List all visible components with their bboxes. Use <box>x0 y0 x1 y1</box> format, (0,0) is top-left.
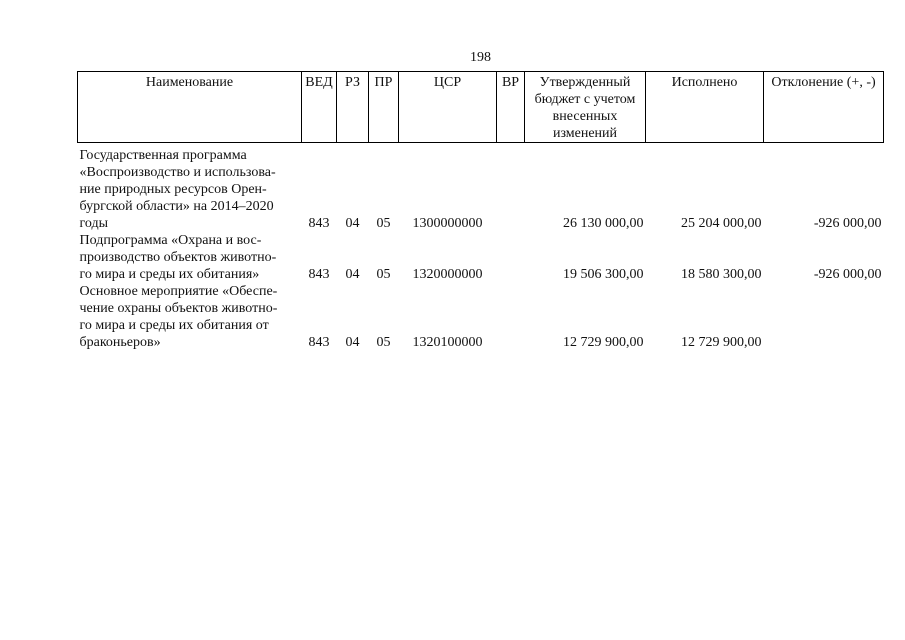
table-row <box>78 283 884 351</box>
row-name-line: Государственная программа <box>79 148 247 163</box>
header-pr: ПР <box>369 72 399 143</box>
header-vr: ВР <box>497 72 525 143</box>
row-approved-budget: 26 130 000,00 <box>563 216 644 231</box>
row-deviation: -926 000,00 <box>813 216 882 231</box>
budget-table <box>77 71 884 351</box>
row-pr: 05 <box>376 216 391 231</box>
row-ved: 843 <box>308 267 330 282</box>
header-deviation: Отклонение (+, -) <box>764 72 884 143</box>
row-name-line: Основное мероприятие «Обеспе- <box>79 284 278 299</box>
header-executed: Исполнено <box>646 72 764 143</box>
row-executed: 25 204 000,00 <box>681 216 762 231</box>
page-number: 198 <box>470 50 491 65</box>
row-name <box>78 232 302 283</box>
header-approved-budget: Утвержденный бюджет с учетом внесенных изменений <box>525 72 646 143</box>
row-rz: 04 <box>345 335 360 350</box>
row-ved: 843 <box>308 216 330 231</box>
row-vr <box>497 283 525 351</box>
row-vr <box>497 232 525 283</box>
row-pr: 05 <box>376 335 391 350</box>
row-name-line: годы <box>79 216 109 231</box>
row-name-line: го мира и среды их обитания от <box>79 318 269 333</box>
header-csr: ЦСР <box>399 72 497 143</box>
row-approved-budget: 12 729 900,00 <box>563 335 644 350</box>
row-name-line: бургской области» на 2014–2020 <box>79 199 274 214</box>
row-name-line: чение охраны объектов животно- <box>79 301 278 316</box>
row-approved-budget: 19 506 300,00 <box>563 267 644 282</box>
row-deviation <box>764 283 884 351</box>
row-vr <box>497 143 525 233</box>
header-ved: ВЕД <box>302 72 337 143</box>
table-row <box>78 232 884 283</box>
row-name-line: браконьеров» <box>79 335 161 350</box>
row-name-line: Подпрограмма «Охрана и вос- <box>79 233 262 248</box>
row-pr: 05 <box>376 267 391 282</box>
row-name-line: «Воспроизводство и использова- <box>79 165 276 180</box>
table-row <box>78 143 884 233</box>
row-rz: 04 <box>345 267 360 282</box>
header-rz: РЗ <box>337 72 369 143</box>
row-name-line: ние природных ресурсов Орен- <box>79 182 267 197</box>
header-name: Наименование <box>78 72 302 143</box>
row-executed: 18 580 300,00 <box>681 267 762 282</box>
row-name-line: го мира и среды их обитания» <box>79 267 260 282</box>
row-executed: 12 729 900,00 <box>681 335 762 350</box>
row-name <box>78 143 302 233</box>
row-csr: 1300000000 <box>412 216 483 231</box>
row-csr: 1320100000 <box>412 335 483 350</box>
row-csr: 1320000000 <box>412 267 483 282</box>
row-name <box>78 283 302 351</box>
header-row <box>78 72 884 143</box>
row-name-line: производство объектов животно- <box>79 250 277 265</box>
row-deviation: -926 000,00 <box>813 267 882 282</box>
row-rz: 04 <box>345 216 360 231</box>
row-ved: 843 <box>308 335 330 350</box>
